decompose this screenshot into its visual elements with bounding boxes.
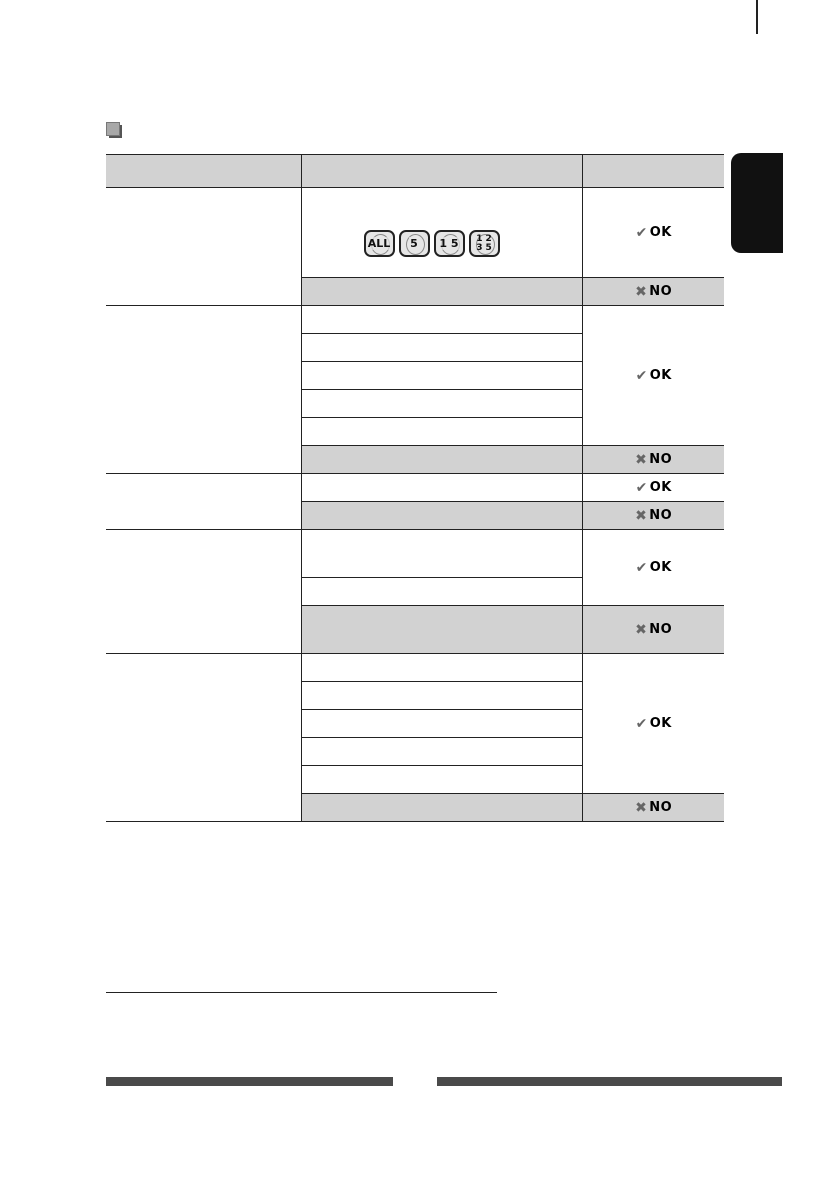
footnote-divider — [106, 992, 497, 993]
item-cell — [301, 278, 582, 306]
item-cell — [301, 188, 582, 278]
item-cell — [301, 306, 582, 334]
item-cell — [301, 446, 582, 474]
table-row — [106, 474, 724, 502]
result-cell — [582, 446, 724, 474]
item-cell — [301, 654, 582, 682]
result-cell — [582, 278, 724, 306]
cross-icon: ✖ — [635, 283, 648, 300]
bottom-bar-right — [437, 1077, 782, 1086]
check-icon: ✔ — [635, 559, 648, 576]
header-cell-category — [106, 155, 301, 188]
region-code-icons — [364, 230, 582, 257]
language-tab — [731, 153, 783, 253]
item-cell — [301, 530, 582, 578]
cross-icon: ✖ — [635, 621, 648, 638]
check-icon: ✔ — [635, 715, 648, 732]
item-cell — [301, 474, 582, 502]
category-cell — [106, 188, 301, 306]
item-cell — [301, 334, 582, 362]
result-cell — [582, 502, 724, 530]
result-cell — [582, 654, 724, 794]
result-cell — [582, 794, 724, 822]
ok-badge: ✔ OK — [635, 367, 672, 384]
item-cell — [301, 710, 582, 738]
region-1235-icon: 1 2 3 5 — [469, 230, 500, 257]
cross-icon: ✖ — [635, 799, 648, 816]
check-icon: ✔ — [635, 224, 648, 241]
table-header-row — [106, 155, 724, 188]
ok-badge: ✔ OK — [635, 224, 672, 241]
result-cell — [582, 474, 724, 502]
header-cell-result — [582, 155, 724, 188]
table-row — [106, 530, 724, 578]
header-cell-item — [301, 155, 582, 188]
result-cell — [582, 188, 724, 278]
category-cell — [106, 654, 301, 822]
check-icon: ✔ — [635, 367, 648, 384]
ok-badge: ✔ OK — [635, 715, 672, 732]
item-cell — [301, 794, 582, 822]
section-marker-icon — [106, 122, 122, 138]
disc-compatibility-table — [106, 154, 724, 822]
table-row — [106, 306, 724, 334]
cross-icon: ✖ — [635, 451, 648, 468]
item-cell — [301, 502, 582, 530]
result-cell — [582, 606, 724, 654]
table-row — [106, 188, 724, 278]
item-cell — [301, 390, 582, 418]
top-edge-rule — [756, 0, 758, 34]
no-badge: ✖ NO — [635, 799, 673, 816]
bottom-bar-left — [106, 1077, 393, 1086]
no-badge: ✖ NO — [635, 451, 673, 468]
item-cell — [301, 682, 582, 710]
ok-badge: ✔ OK — [635, 479, 672, 496]
check-icon: ✔ — [635, 479, 648, 496]
result-cell — [582, 530, 724, 606]
category-cell — [106, 530, 301, 654]
region-1-5-icon: 1 5 — [434, 230, 465, 257]
cross-icon: ✖ — [635, 507, 648, 524]
region-5-icon: 5 — [399, 230, 430, 257]
table-row — [106, 654, 724, 682]
no-badge: ✖ NO — [635, 621, 673, 638]
item-cell — [301, 766, 582, 794]
item-cell — [301, 606, 582, 654]
region-all-icon: ALL — [364, 230, 395, 257]
result-cell — [582, 306, 724, 446]
item-cell — [301, 362, 582, 390]
ok-badge: ✔ OK — [635, 559, 672, 576]
item-cell — [301, 578, 582, 606]
item-cell — [301, 738, 582, 766]
category-cell — [106, 306, 301, 474]
no-badge: ✖ NO — [635, 283, 673, 300]
no-badge: ✖ NO — [635, 507, 673, 524]
item-cell — [301, 418, 582, 446]
category-cell — [106, 474, 301, 530]
